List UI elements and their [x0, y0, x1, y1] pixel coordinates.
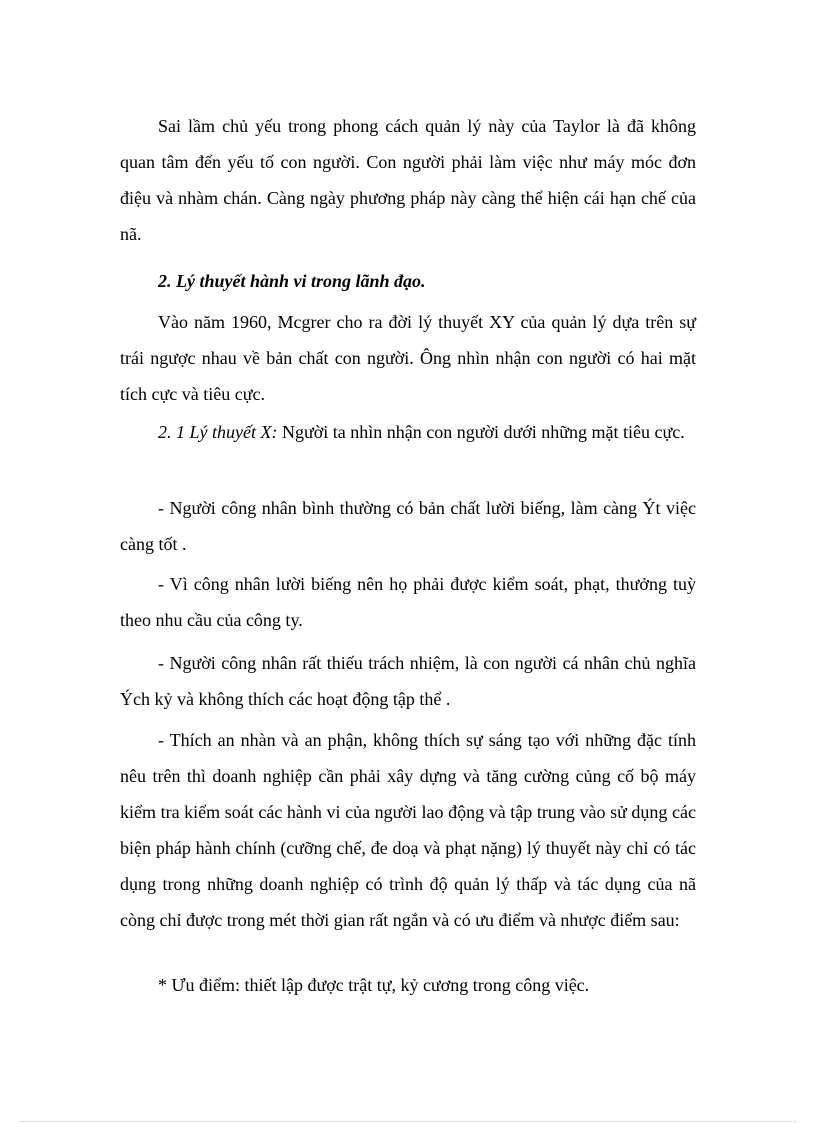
paragraph-mcgregor-xy: Vào năm 1960, Mcgrer cho ra đời lý thuyết XY của quản lý dựa trên sự trái ngược nhau về bản chất con người. Ông nhìn nhận con người có hai mặt tích cực và tiêu cực.	[120, 312, 696, 404]
paragraph-irresponsible-workers: - Người công nhân rất thiếu trách nhiệm, là con người cá nhân chủ nghĩa Ých kỷ và không thích các hoạt động tập thể .	[120, 653, 696, 709]
paragraph-theory-x	[120, 414, 696, 450]
theory-x-text: Người ta nhìn nhận con người dưới những mặt tiêu cực.	[277, 422, 685, 442]
theory-x-label: 2. 1 Lý thuyết X:	[158, 422, 278, 442]
section-heading-behavioral-theory: 2. Lý thuyết hành vi trong lãnh đạo.	[158, 271, 426, 291]
paragraph-advantages: * Ưu điểm: thiết lập được trật tự, kỷ cương trong công việc.	[158, 975, 590, 995]
paragraph-control-workers: - Vì công nhân lười biếng nên họ phải được kiểm soát, phạt, thưởng tuỳ theo nhu cầu của công ty.	[120, 574, 696, 630]
paragraph-comfort-seeking: - Thích an nhàn và an phận, không thích sự sáng tạo với những đặc tính nêu trên thì doanh nghiệp cần phải xây dựng và tăng cường củng cố bộ máy kiểm tra kiểm soát các hành vi của người lao động và tập trung vào sử dụng các biện pháp hành chính (cưỡng chế, đe doạ và phạt nặng) lý thuyết này chỉ có tác dụng trong những doanh nghiệp có trình độ quản lý thấp và tác dụng của nã còng chỉ được trong mét thời gian rất ngắn và có ưu điểm và nhược điểm sau:	[120, 730, 696, 930]
page-bottom-border	[20, 1121, 796, 1122]
paragraph-lazy-workers: - Người công nhân bình thường có bản chất lười biếng, làm càng Ýt việc càng tốt .	[120, 498, 696, 554]
paragraph-taylor-mistake: Sai lầm chủ yếu trong phong cách quản lý này của Taylor là đã không quan tâm đến yếu tố con người. Con người phải làm việc như máy móc đơn điệu và nhàm chán. Càng ngày phương pháp này càng thể hiện cái hạn chế của nã.	[120, 116, 696, 244]
